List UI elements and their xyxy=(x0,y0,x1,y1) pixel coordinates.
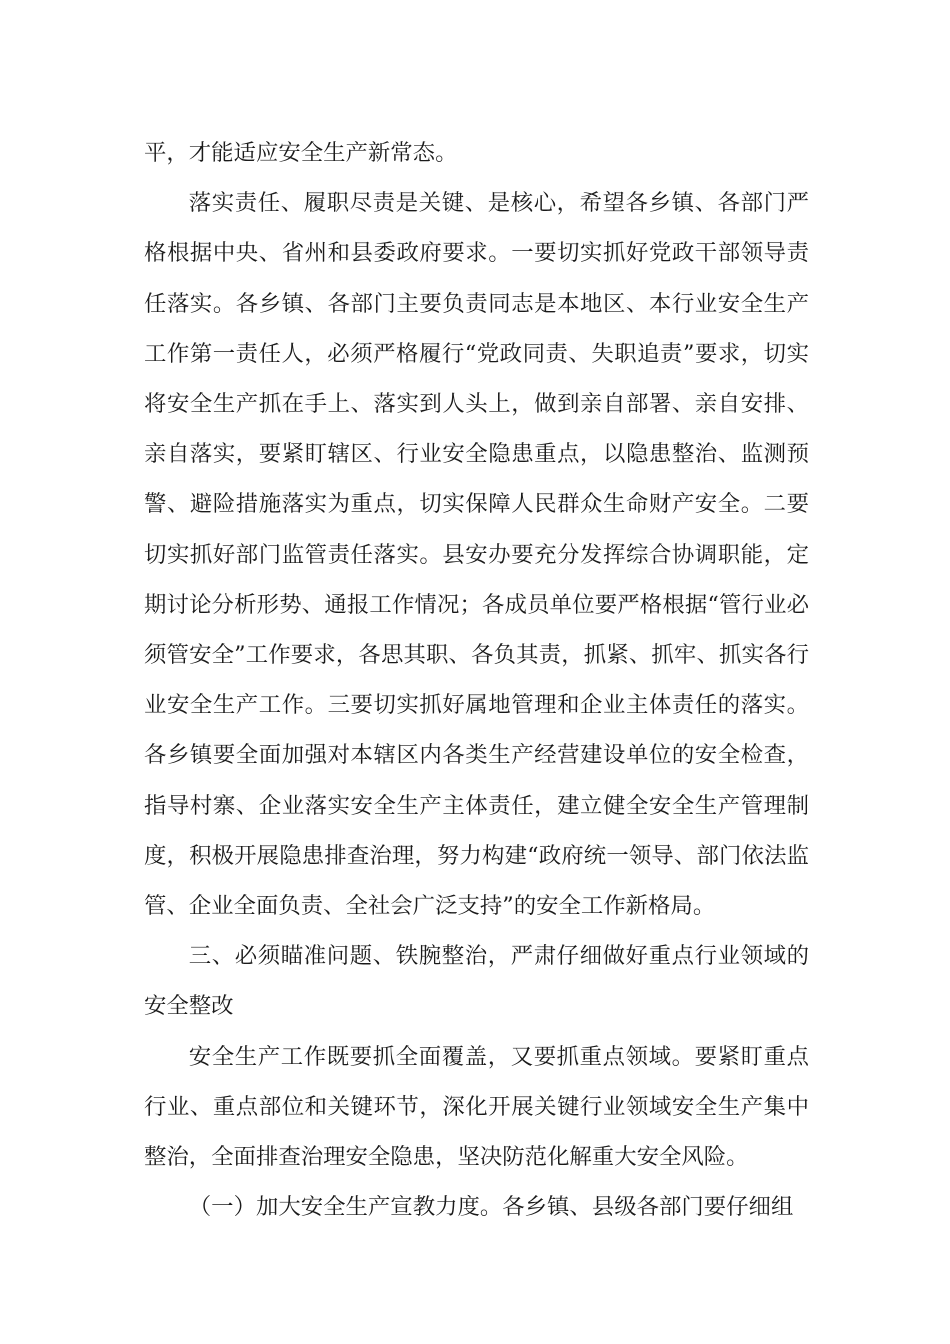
paragraph-item-1: （一）加大安全生产宣教力度。各乡镇、县级各部门要仔细组 xyxy=(188,1194,794,1221)
paragraph-key-areas: 安全生产工作既要抓全面覆盖，又要抓重点领域。要紧盯重点行业、重点部位和关键环节，深化开展关键行业领域安全生产集中整治，全面排查治理安全隐患，坚决防范化解重大安全风险。 xyxy=(144,1043,809,1171)
section-heading-3: 三、必须瞄准问题、铁腕整治，严肃仔细做好重点行业领域的安全整改 xyxy=(144,943,809,1020)
document-body xyxy=(144,128,809,1232)
paragraph-responsibility: 落实责任、履职尽责是关键、是核心，希望各乡镇、各部门严格根据中央、省州和县委政府要求。一要切实抓好党政干部领导责任落实。各乡镇、各部门主要负责同志是本地区、本行业安全生产工作第一责任人，必须严格履行“党政同责、失职追责”要求，切实将安全生产抓在手上、落实到人头上，做到亲自部署、亲自安排、亲自落实，要紧盯辖区、行业安全隐患重点，以隐患整治、监测预警、避险措施落实为重点，切实保障人民群众生命财产安全。二要切实抓好部门监管责任落实。县安办要充分发挥综合协调职能，定期讨论分析形势、通报工作情况；各成员单位要严格根据“管行业必须管安全”工作要求，各思其职、各负其责，抓紧、抓牢、抓实各行业安全生产工作。三要切实抓好属地管理和企业主体责任的落实。各乡镇要全面加强对本辖区内各类生产经营建设单位的安全检查，指导村寨、企业落实安全生产主体责任，建立健全安全生产管理制度，积极开展隐患排查治理，努力构建“政府统一领导、部门依法监管、企业全面负责、全社会广泛支持”的安全工作新格局。 xyxy=(144,190,809,920)
paragraph-continuation: 平，才能适应安全生产新常态。 xyxy=(144,140,458,166)
